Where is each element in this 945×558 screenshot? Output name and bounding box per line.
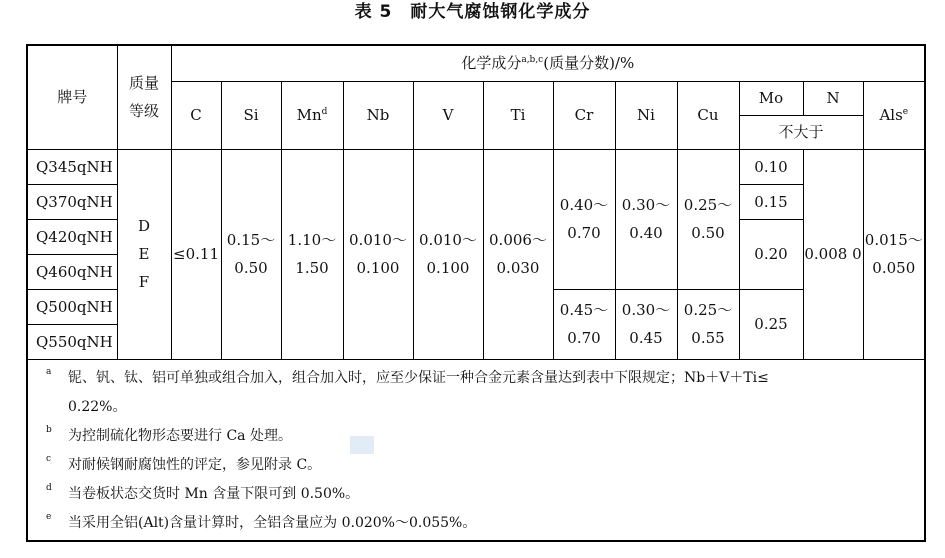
mn-value: 1.10～ 1.50 bbox=[281, 149, 343, 359]
n-value: 0.008 0 bbox=[803, 149, 863, 359]
note-c: c 对耐候钢耐腐蚀性的评定，参见附录 C。 bbox=[46, 453, 322, 473]
ni-value-2: 0.30～ 0.45 bbox=[615, 289, 677, 359]
header-ni: Ni bbox=[615, 81, 677, 149]
ti-value: 0.006～ 0.030 bbox=[483, 149, 553, 359]
mo-value-4: 0.25 bbox=[739, 289, 803, 359]
mo-value-3: 0.20 bbox=[739, 219, 803, 289]
grade-cell: Q420qNH bbox=[27, 219, 117, 254]
cu-value-2: 0.25～ 0.55 bbox=[677, 289, 739, 359]
grade-cell: Q370qNH bbox=[27, 184, 117, 219]
ni-value-1: 0.30～ 0.40 bbox=[615, 149, 677, 289]
header-quality-class: 质量 等级 bbox=[117, 45, 171, 149]
header-si: Si bbox=[221, 81, 281, 149]
header-c: C bbox=[171, 81, 221, 149]
mo-value-1: 0.10 bbox=[739, 149, 803, 184]
cu-value-1: 0.25～ 0.50 bbox=[677, 149, 739, 289]
chemical-composition-table bbox=[26, 44, 926, 542]
header-cr: Cr bbox=[553, 81, 615, 149]
header-v: V bbox=[413, 81, 483, 149]
header-n: N bbox=[803, 81, 863, 115]
table-title: 表 5 耐大气腐蚀钢化学成分 bbox=[354, 2, 591, 22]
si-value: 0.15～ 0.50 bbox=[221, 149, 281, 359]
header-als: Als$^e$ bbox=[863, 81, 925, 149]
als-value: 0.015～ 0.050 bbox=[863, 149, 925, 359]
nb-value: 0.010～ 0.100 bbox=[343, 149, 413, 359]
grade-cell: Q345qNH bbox=[27, 149, 117, 184]
header-ti: Ti bbox=[483, 81, 553, 149]
cr-value-2: 0.45～ 0.70 bbox=[553, 289, 615, 359]
quality-class-cell: D E F bbox=[117, 149, 171, 359]
grade-cell: Q500qNH bbox=[27, 289, 117, 324]
watermark-mark bbox=[350, 436, 374, 454]
c-value: ≤0.11 bbox=[171, 149, 221, 359]
table-notes bbox=[27, 359, 925, 541]
grade-cell: Q550qNH bbox=[27, 324, 117, 359]
header-cu: Cu bbox=[677, 81, 739, 149]
header-composition: 化学成分$^{a,b,c}$(质量分数)/% bbox=[171, 45, 925, 81]
grade-cell: Q460qNH bbox=[27, 254, 117, 289]
note-b: b 为控制硫化物形态要进行 Ca 处理。 bbox=[46, 424, 292, 444]
note-d: d 当卷板状态交货时 Mn 含量下限可到 0.50%。 bbox=[46, 482, 360, 502]
header-not-more-than: 不大于 bbox=[739, 115, 863, 149]
v-value: 0.010～ 0.100 bbox=[413, 149, 483, 359]
note-a: a 铌、钒、钛、铝可单独或组合加入，组合加入时，应至少保证一种合金元素含量达到表中下限规定；Nb＋V＋Ti≤ 0.22%。 bbox=[46, 366, 769, 415]
note-e: e 当采用全铝(Alt)含量计算时，全铝含量应为 0.020%～0.055%。 bbox=[46, 511, 477, 531]
header-mn: Mn$^d$ bbox=[281, 81, 343, 149]
header-nb: Nb bbox=[343, 81, 413, 149]
cr-value-1: 0.40～ 0.70 bbox=[553, 149, 615, 289]
header-mo: Mo bbox=[739, 81, 803, 115]
header-grade: 牌号 bbox=[27, 45, 117, 149]
mo-value-2: 0.15 bbox=[739, 184, 803, 219]
